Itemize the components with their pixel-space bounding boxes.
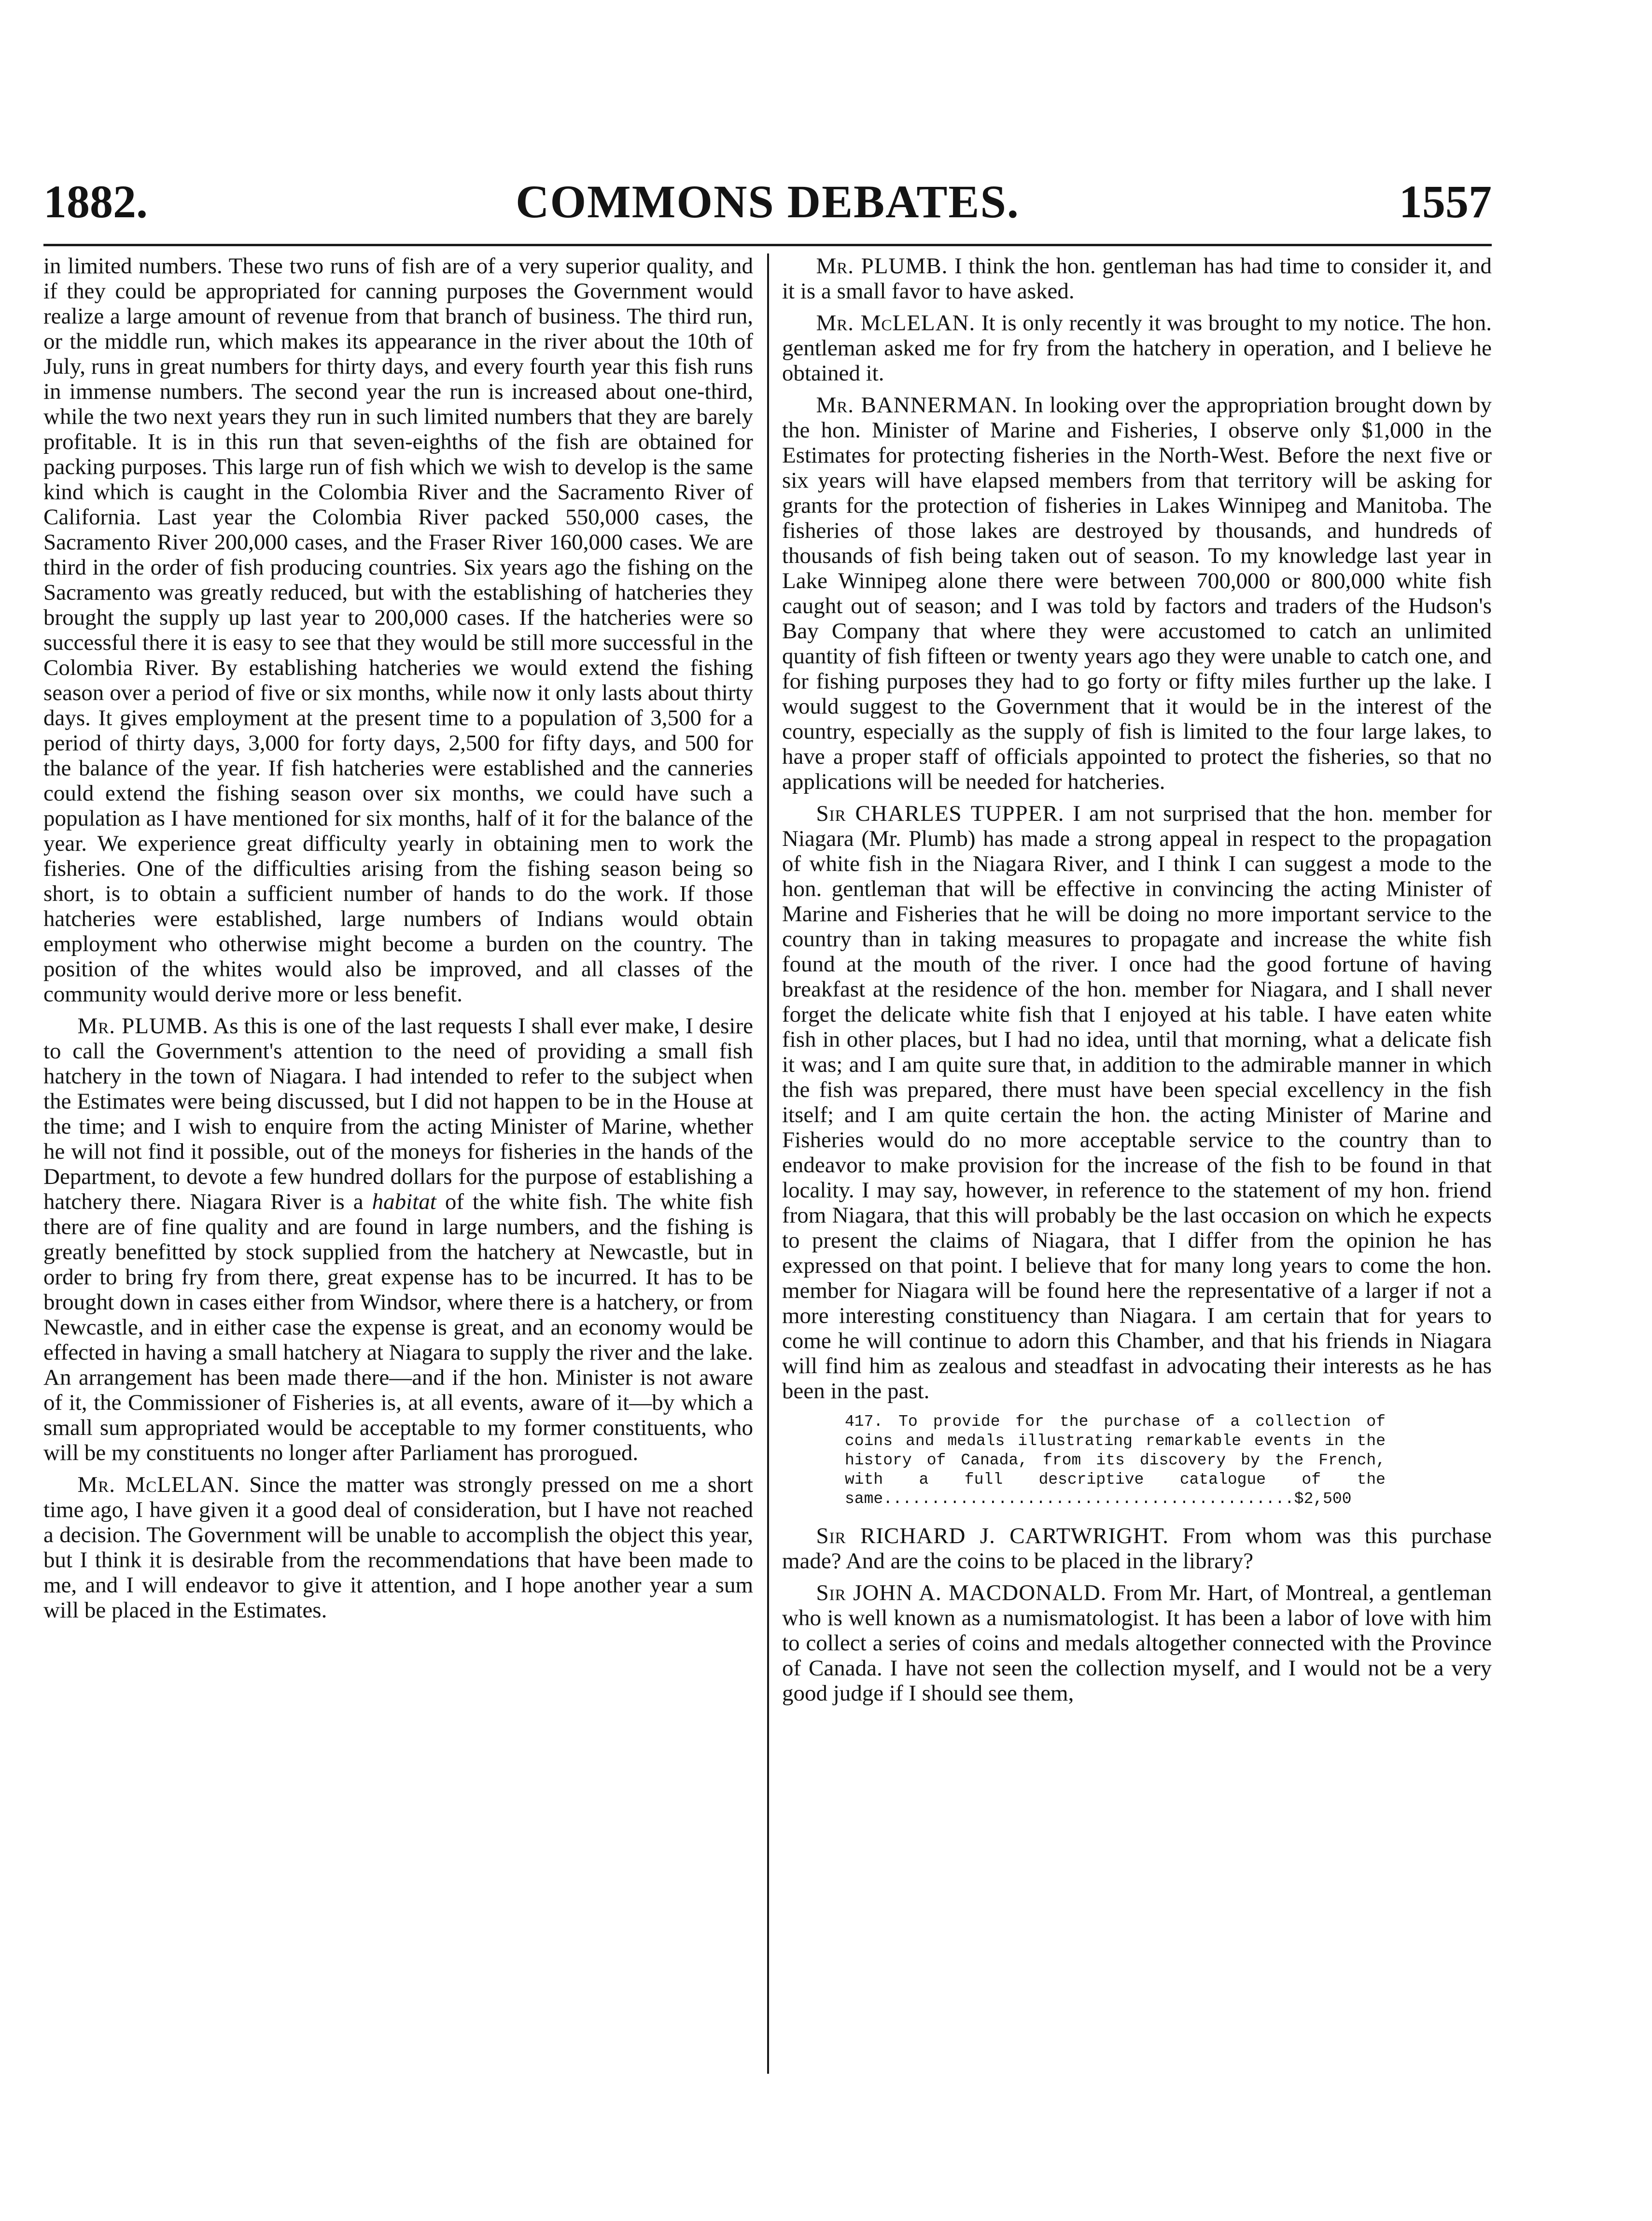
paragraph — [782, 253, 1492, 304]
paragraph-text: It is only recently it was brought to my notice. The hon. gentleman asked me for fry from the hatchery in operation, and I believe he obtained it. — [782, 310, 1492, 386]
paragraph-text: From Mr. Hart, of Montreal, a gentleman who is well known as a numismatologist. It has been a labor of love with him to collect a series of coins and medals altogether connected with the Province of Canada. I have not seen the collection myself, and I would not be a very good judge if I should see them, — [782, 1580, 1492, 1706]
header-rule — [43, 244, 1492, 246]
paragraph — [782, 1523, 1492, 1574]
paragraph-text: As this is one of the last requests I shall ever make, I desire to call the Government's attention to the need of providing a small fish hatchery in the town of Niagara. I had intended to refer to the subject when the Estimates were being discussed, but I did not happen to be in the House at the time; and I wish to enquire from the acting Minister of Marine, whether he will not find it possible, out of the moneys for fisheries in the hands of the Department, to devote a few hundred dollars for the purpose of establishing a hatchery there. Niagara River is a — [43, 1013, 753, 1214]
speaker-name: Sir JOHN A. MACDONALD. — [816, 1580, 1107, 1605]
paragraph — [782, 1580, 1492, 1706]
speaker-name: Sir RICHARD J. CARTWRIGHT. — [816, 1523, 1169, 1548]
italic-term: habitat — [372, 1189, 436, 1214]
speaker-name: Sir CHARLES TUPPER. — [816, 801, 1064, 826]
speaker-name: Mr. BANNERMAN. — [816, 393, 1018, 418]
right-column — [782, 253, 1492, 1713]
estimate-item-leader: ........................................... — [883, 1490, 1294, 1508]
left-column — [43, 253, 753, 1630]
estimate-item — [845, 1412, 1386, 1509]
paragraph-text: From whom was this purchase made? And are the coins to be placed in the library? — [782, 1523, 1492, 1574]
estimate-item-amount: $2,500 — [1294, 1490, 1352, 1508]
paragraph-text: in limited numbers. These two runs of fish are of a very superior quality, and if they could be appropriated for canning purposes the Government would realize a large amount of revenue from that branch of business. The third run, or the middle run, which makes its appearance in the river about the 10th of July, runs in great numbers for thirty days, and every fourth year this fish runs in immense numbers. The second year the run is increased about one-third, while the two next years they run in such limited numbers that they are barely profitable. It is in this run that seven-eighths of the fish are obtained for packing purposes. This large run of fish which we wish to develop is the same kind which is caught in the Colombia River and the Sacramento River of California. Last year the Colombia River packed 550,000 cases, the Sacramento River 200,000 cases, and the Fraser River 160,000 cases. We are third in the order of fish producing countries. Six years ago the fishing on the Sacramento was greatly reduced, but with the establishing of hatcheries they brought the supply up last year to 200,000 cases. If the hatcheries were so successful there it is easy to see that they would be still more successful in the Colombia River. By establishing hatcheries we would extend the fishing season over a period of five or six months, while now it only lasts about thirty days. It gives employment at the present time to a population of 3,500 for a period of thirty days, 3,000 for forty days, 2,500 for fifty days, and 500 for the balance of the year. If fish hatcheries were established and the canneries could extend the fishing season over six months, we could have such a population as I have mentioned for six months, half of it for the balance of the year. We experience great difficulty yearly in obtaining men to work the fisheries. One of the difficulties arising from the fishing season being so short, is to obtain a sufficient number of hands to do the work. If those hatcheries were established, large numbers of Indians would obtain employment who otherwise might become a burden on the country. The position of the whites would also be improved, and all classes of the community would derive more or less benefit. — [43, 253, 753, 1007]
speaker-name: Mr. PLUMB. — [77, 1013, 209, 1039]
paragraph-text: I think the hon. gentleman has had time to consider it, and it is a small favor to have asked. — [782, 253, 1492, 304]
paragraph — [43, 253, 753, 1007]
page-header — [43, 174, 1492, 241]
paragraph — [782, 393, 1492, 794]
paragraph-text: Since the matter was strongly pressed on me a short time ago, I have given it a good deal of consideration, but I have not reached a decision. The Government will be unable to accomplish the object this year, but I think it is desirable from the recommendations that have been made to me, and I will endeavor to give it attention, and I hope another year a sum will be placed in the Estimates. — [43, 1472, 753, 1623]
paragraph — [782, 310, 1492, 386]
header-year: 1882. — [43, 176, 148, 227]
paragraph — [43, 1472, 753, 1623]
speaker-name: Mr. McLELAN. — [77, 1472, 240, 1497]
paragraph-text: of the white fish. The white fish there are of fine quality and are found in large numbers, and the fishing is greatly benefitted by stock supplied from the hatchery at Newcastle, but in order to bring fry from there, great expense has to be incurred. It has to be brought down in cases either from Windsor, where there is a hatchery, or from Newcastle, and in either case the expense is great, and an economy would be effected in having a small hatchery at Niagara to supply the river and the lake. An arrangement has been made there—and if the hon. Minister is not aware of it, the Commissioner of Fisheries is, at all events, aware of it—by which a small sum appropriated would be acceptable to my former constituents, who will be my constituents no longer after Parliament has prorogued. — [43, 1189, 753, 1465]
paragraph-text: I am not surprised that the hon. member for Niagara (Mr. Plumb) has made a strong appeal in respect to the propagation of white fish in the Niagara River, and I think I can suggest a mode to the hon. gentleman that will be effective in convincing the acting Minister of Marine and Fisheries that he will be doing no more important service to the country than in taking measures to propagate and increase the white fish found at the mouth of the river. I once had the good fortune of having breakfast at the residence of the hon. member for Niagara, and I shall never forget the delicate white fish that I enjoyed at his table. I have eaten white fish in other places, but I had no idea, until that morning, what a delicate fish it was; and I am quite sure that, in addition to the admirable manner in which the fish was prepared, there must have been special excellency in the fish itself; and I am quite certain the hon. the acting Minister of Marine and Fisheries would do no more acceptable service to the country than to endeavor to make provision for the increase of the fish to be found in that locality. I may say, however, in reference to the statement of my hon. friend from Niagara, that this will probably be the last occasion on which he expects to present the claims of Niagara, that I differ from the opinion he has expressed on that point. I believe that for many long years to come the hon. member for Niagara will be found here the representative of a larger if not a more interesting constituency than Niagara. I am certain that for years to come he will continue to adorn this Chamber, and that his friends in Niagara will find him as zealous and steadfast in advocating their interests as he has been in the past. — [782, 801, 1492, 1404]
paragraph-text: In looking over the appropriation brought down by the hon. Minister of Marine and Fisheries, I observe only $1,000 in the Estimates for protecting fisheries in the North-West. Before the next five or six years will have elapsed members from that territory will be asking for grants for the protection of fisheries in Lakes Winnipeg and Manitoba. The fisheries of those lakes are destroyed by thousands, and hundreds of thousands of fish being taken out of season. To my knowledge last year in Lake Winnipeg alone there were between 700,000 or 800,000 white fish caught out of season; and I was told by factors and traders of the Hudson's Bay Company that where they were accustomed to catch an unlimited quantity of fish fifteen or twenty years ago they were unable to catch one, and for fishing purposes they had to go forty or fifty miles further up the lake. I would suggest to the Government that it would be in the interest of the country, especially as the supply of fish is limited to the four large lakes, to have a proper staff of officials appointed to protect the fisheries, so that no applications will be needed for hatcheries. — [782, 393, 1492, 794]
speaker-name: Mr. McLELAN. — [816, 310, 976, 336]
column-divider — [767, 253, 769, 2074]
header-page-number: 1557 — [1399, 176, 1492, 227]
speaker-name: Mr. PLUMB. — [816, 253, 948, 279]
paragraph — [782, 801, 1492, 1404]
paragraph — [43, 1013, 753, 1465]
estimate-item-text: 417. To provide for the purchase of a collection of coins and medals illustrating remarkable events in the history of Canada, from its discovery by the French, with a full descriptive catalogue of the same — [845, 1413, 1386, 1508]
header-title: COMMONS DEBATES. — [516, 176, 1020, 227]
